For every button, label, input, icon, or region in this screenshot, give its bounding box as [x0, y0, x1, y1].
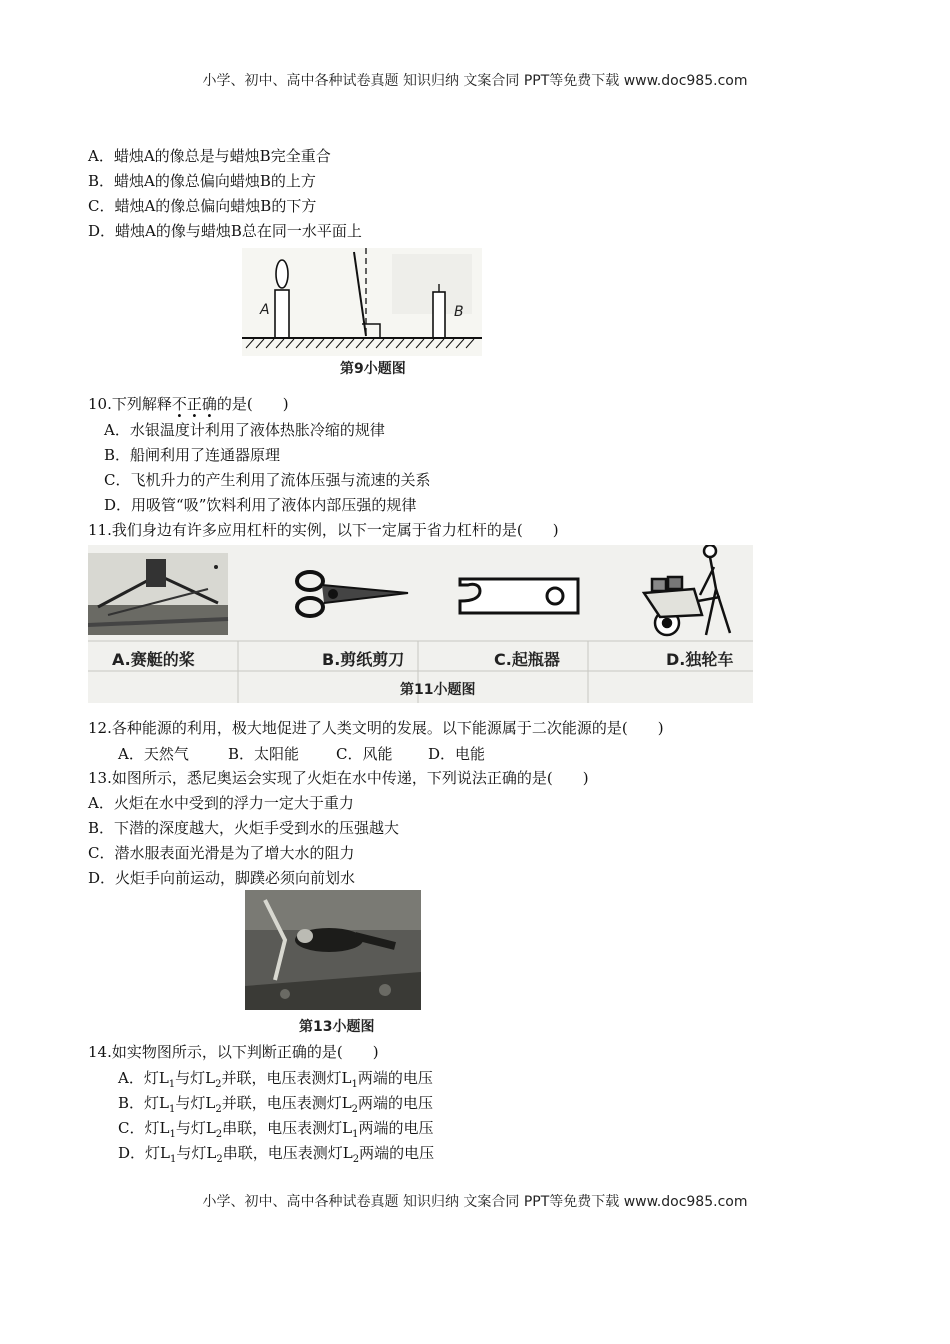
- wheelbarrow-icon: [644, 545, 730, 635]
- q10-stem-post: 的是( ): [216, 395, 289, 413]
- q9-figure: [242, 248, 482, 380]
- q11-stem: 11.我们身边有许多应用杠杆的实例，以下一定属于省力杠杆的是( ): [88, 521, 559, 539]
- q11-label-a: A.赛艇的桨: [112, 650, 195, 669]
- q13-option-a: A．火炬在水中受到的浮力一定大于重力: [88, 794, 354, 812]
- q14-option-b: B．灯$L_1$与灯$L_2$并联，电压表测灯$L_2$两端的电压: [118, 1094, 434, 1115]
- q10-option-c: C．飞机升力的产生利用了流体压强与流速的关系: [104, 471, 431, 489]
- q11-label-c: C.起瓶器: [494, 650, 560, 669]
- rowing-boat-photo: [88, 553, 228, 635]
- candle-b: [433, 292, 445, 338]
- q10-option-a: A．水银温度计利用了液体热胀冷缩的规律: [104, 421, 385, 439]
- q12-option-d: D．电能: [428, 745, 486, 763]
- q13-figure: [245, 890, 421, 1036]
- q10-stem-pre: 10.下列解释: [88, 395, 172, 413]
- q11-figure-caption: 第11小题图: [400, 682, 476, 698]
- bottle-opener-icon: [460, 579, 578, 613]
- q12-stem: 12.各种能源的利用，极大地促进了人类文明的发展。以下能源属于二次能源的是( ): [88, 719, 664, 737]
- q10-option-b: B．船闸利用了连通器原理: [104, 446, 281, 464]
- q11-label-d: D.独轮车: [666, 650, 734, 669]
- candle-mirror-diagram: [242, 248, 482, 356]
- q14-option-d: D．灯$L_1$与灯$L_2$串联，电压表测灯$L_2$两端的电压: [118, 1144, 435, 1165]
- q13-option-c: C．潜水服表面光滑是为了增大水的阻力: [88, 844, 355, 862]
- q13-figure-caption: 第13小题图: [299, 1019, 375, 1035]
- q13-option-b: B．下潜的深度越大，火炬手受到水的压强越大: [88, 819, 400, 837]
- scissors-icon: [297, 572, 408, 616]
- candle-a-label: A: [260, 302, 270, 318]
- q11-figure: [88, 545, 753, 703]
- q9-option-b: B．蜡烛A的像总偏向蜡烛B的上方: [88, 172, 316, 190]
- q12-option-a: A．天然气: [118, 745, 189, 763]
- q14-option-c: C．灯$L_1$与灯$L_2$串联，电压表测灯$L_1$两端的电压: [118, 1119, 434, 1140]
- underwater-torch-photo: [245, 890, 421, 1010]
- candle-b-label: B: [454, 304, 464, 320]
- q9-figure-caption: 第9小题图: [340, 361, 406, 377]
- q10-emph-1: 不: [171, 395, 187, 413]
- q12-option-c: C．风能: [336, 745, 393, 763]
- q14-option-a: A．灯$L_1$与灯$L_2$并联，电压表测灯$L_1$两端的电压: [118, 1069, 433, 1090]
- candle-a: [275, 290, 289, 338]
- candle-flame-a: [276, 260, 288, 288]
- q9-option-c: C．蜡烛A的像总偏向蜡烛B的下方: [88, 197, 317, 215]
- q14-stem: 14.如实物图所示，以下判断正确的是( ): [88, 1043, 379, 1061]
- q13-option-d: D．火炬手向前运动，脚蹼必须向前划水: [88, 869, 356, 887]
- q12-option-b: B．太阳能: [228, 745, 300, 763]
- q9-option-a: A．蜡烛A的像总是与蜡烛B完全重合: [88, 147, 331, 165]
- q10-emph-3: 确: [201, 395, 217, 413]
- q11-label-b: B.剪纸剪刀: [322, 650, 405, 669]
- q10-emph-2: 正: [186, 395, 202, 413]
- page-footer: 小学、初中、高中各种试卷真题 知识归纳 文案合同 PPT等免费下载 www.doc985.com: [202, 1194, 748, 1210]
- q10-stem: [88, 394, 289, 414]
- q13-stem: 13.如图所示，悉尼奥运会实现了火炬在水中传递，下列说法正确的是( ): [88, 769, 589, 787]
- q10-option-d: D．用吸管“吸”饮料利用了液体内部压强的规律: [104, 496, 417, 514]
- q9-option-d: D．蜡烛A的像与蜡烛B总在同一水平面上: [88, 222, 362, 240]
- page-header: 小学、初中、高中各种试卷真题 知识归纳 文案合同 PPT等免费下载 www.doc985.com: [202, 73, 748, 89]
